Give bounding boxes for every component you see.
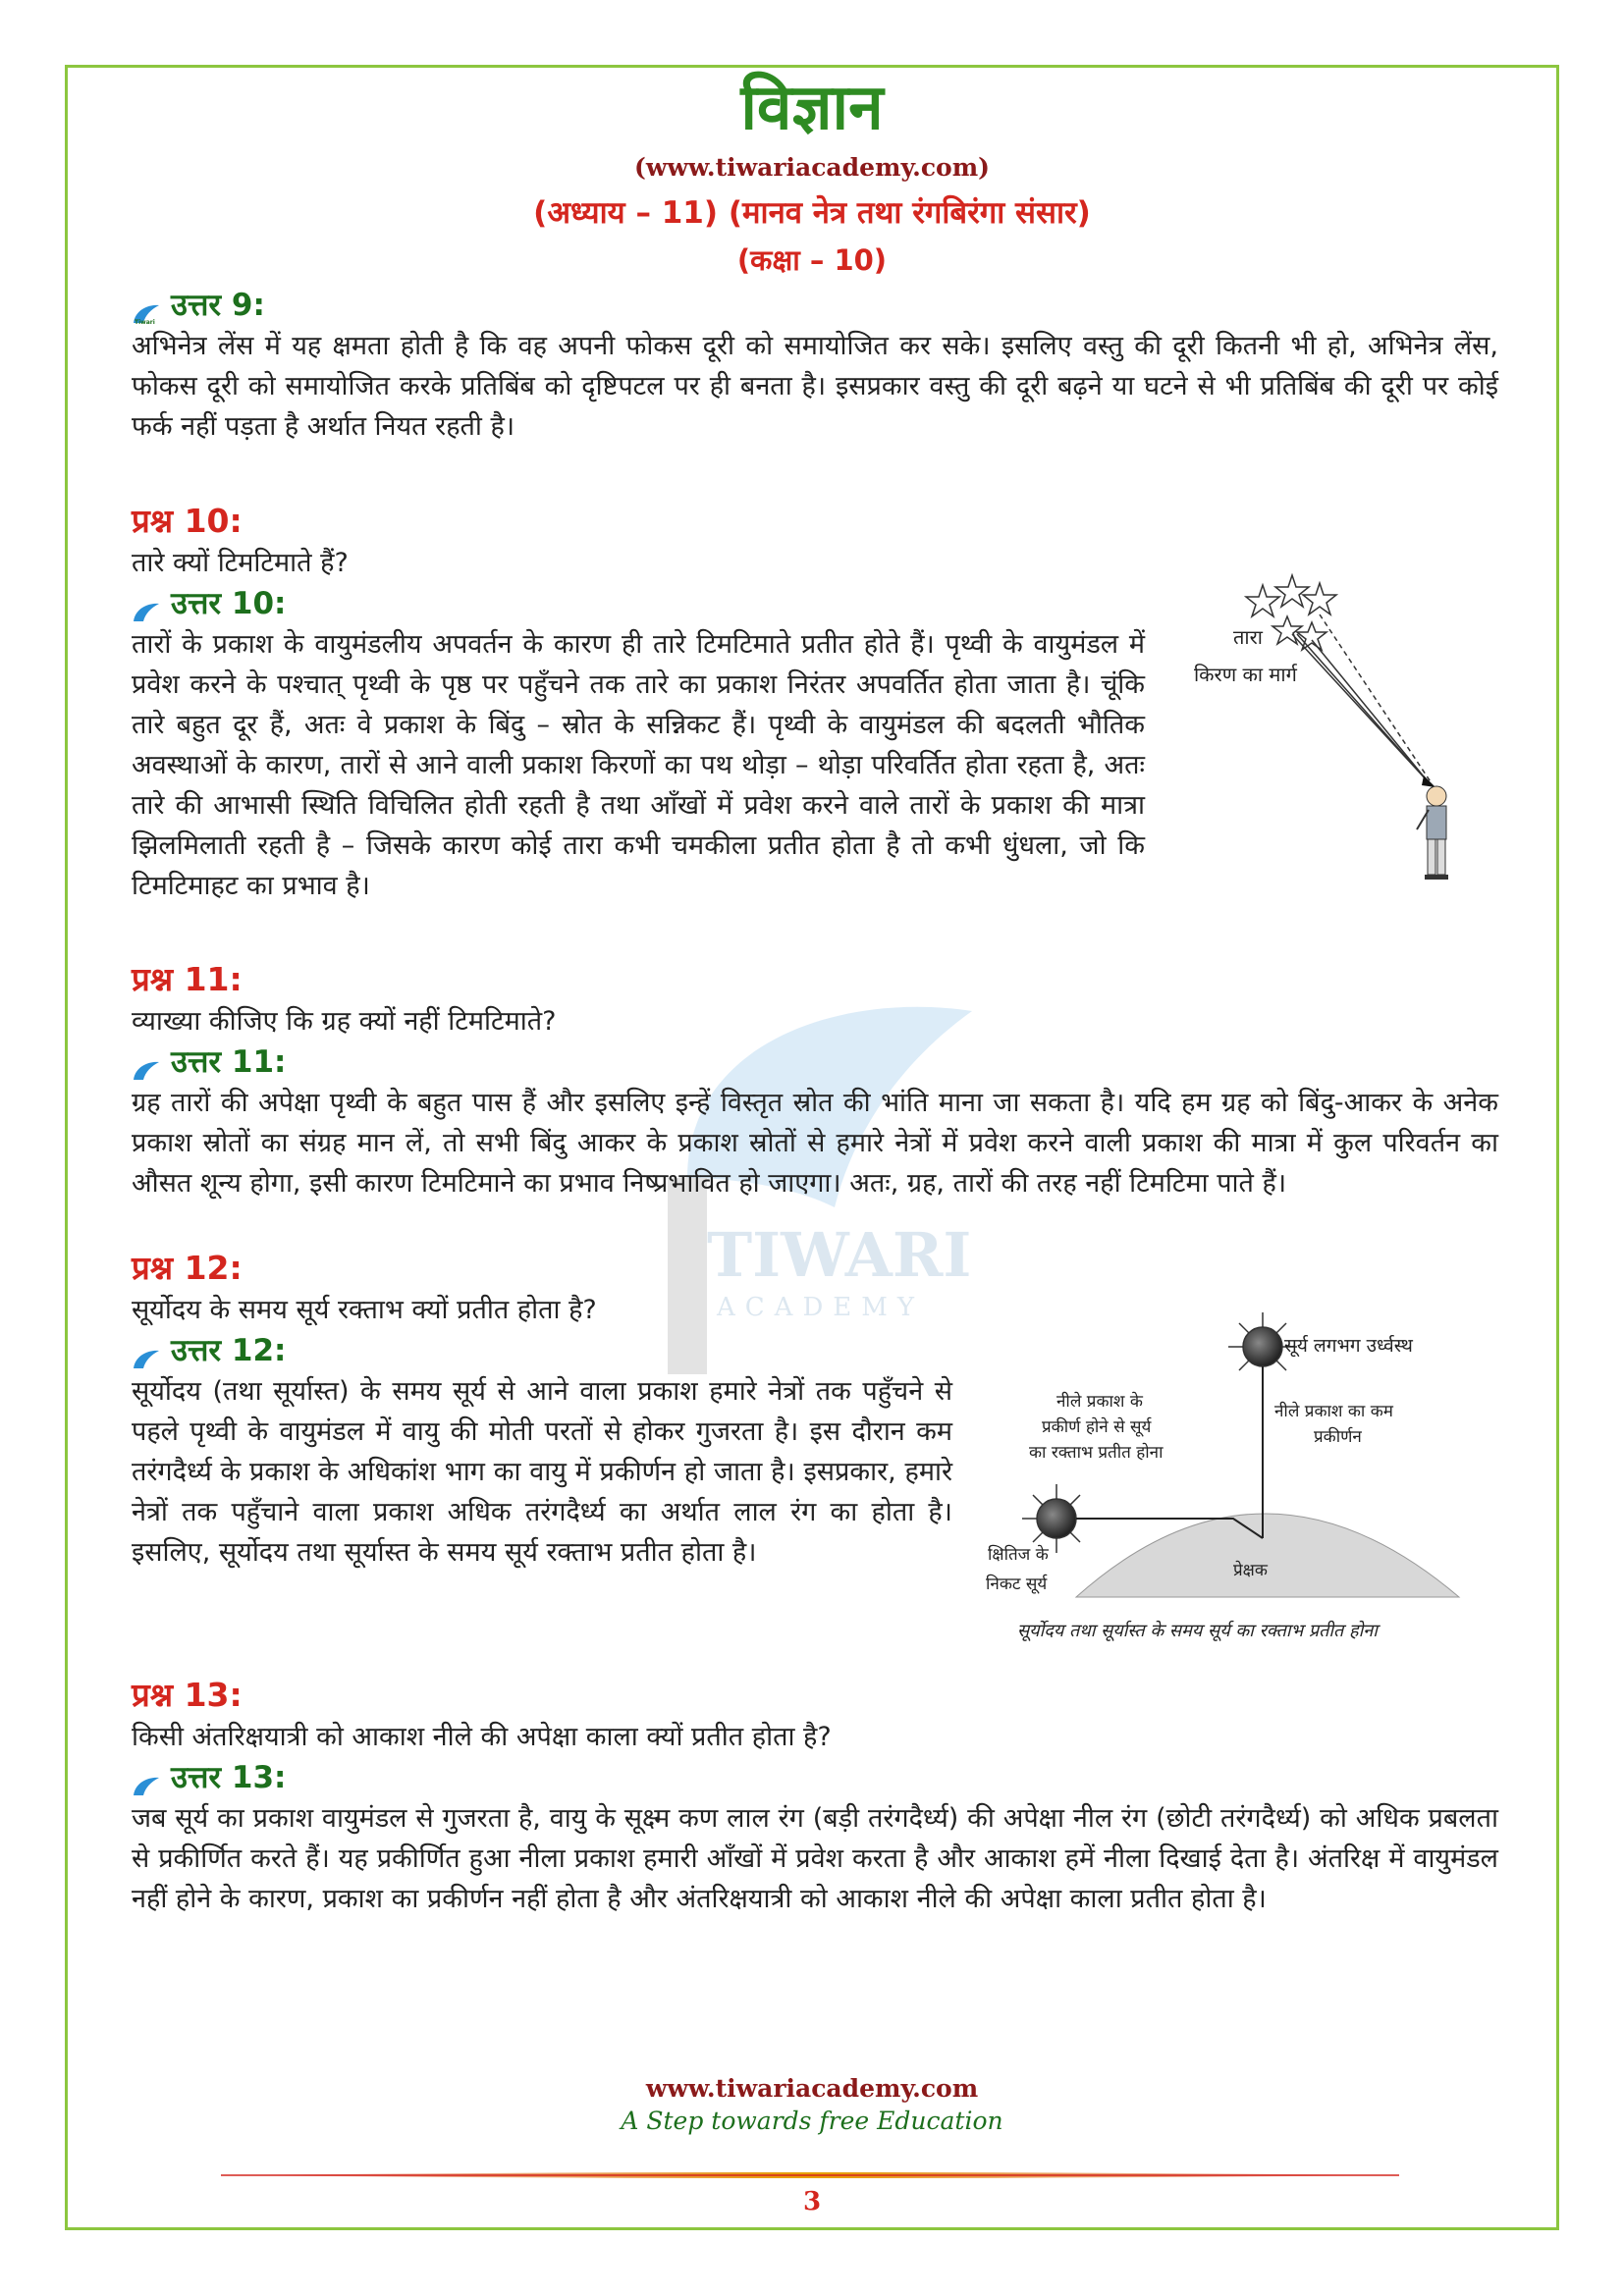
question-11-label: प्रश्न 11: [132, 960, 243, 998]
footer-divider [221, 2171, 1399, 2179]
star-icon [1275, 575, 1309, 607]
tiwari-leaf-icon [132, 294, 161, 325]
question-12-block [132, 1247, 1498, 1646]
left-label-2: प्रकीर्ण होने से सूर्य [1042, 1417, 1152, 1437]
question-10-block [132, 500, 1498, 919]
figure-caption: सूर्योदय तथा सूर्यास्त के समय सूर्य का रक्ताभ प्रतीत होना [1017, 1621, 1378, 1641]
tiwari-leaf-icon [132, 1767, 161, 1789]
question-12-label: प्रश्न 12: [132, 1249, 243, 1287]
sun-overhead-label: सूर्य लगभग उर्ध्वस्थ [1284, 1335, 1413, 1357]
question-10-text: तारे क्यों टिमटिमाते हैं? [132, 548, 349, 578]
page-number: 3 [802, 2187, 822, 2216]
answer-9-label: उत्तर 9: [171, 288, 265, 323]
tiwari-leaf-icon [132, 1340, 161, 1362]
tiwari-leaf-icon [132, 1051, 161, 1073]
answer-12-text: सूर्योदय (तथा सूर्यास्त) के समय सूर्य से आने वाला प्रकाश हमारे नेत्रों तक पहुँचने से पहले पृथ्वी के वायुमंडल में वायु की मोती परतों से होकर गुजरता है। इस दौरान कम तरंगदैर्ध्य के प्रकाश के अधिकांश भाग का वायु में प्रकीर्णन हो जाता है। इसप्रकार, हमारे नेत्रों तक पहुँचाने वाला प्रकाश अधिक तरंगदैर्ध्य का अर्थात लाल रंग का होता है। इसलिए, सूर्योदय तथा सूर्यास्त के समय सूर्य रक्ताभ प्रतीत होता है। [132, 1376, 952, 1568]
tiwari-leaf-icon [132, 593, 161, 614]
left-label-1: नीले प्रकाश के [1056, 1392, 1143, 1412]
watermark-line2: ACADEMY [717, 1293, 925, 1322]
sunrise-sunset-figure [968, 1312, 1498, 1646]
page-title: विज्ञान [740, 72, 884, 144]
answer-10-row [132, 624, 1498, 919]
answer-11-text: ग्रह तारों की अपेक्षा पृथ्वी के बहुत पास हैं और इसलिए इन्हें विस्तृत स्रोत की भांति माना जा सकता है। यदि हम ग्रह को बिंदु-आकर के अनेक प्रकाश स्रोतों का संग्रह मान लें, तो सभी बिंदु आकर के प्रकाश स्रोतों से हमारे नेत्रों में प्रवेश करने वाली प्रकाश की मात्रा में कुल परिवर्तन का औसत शून्य होगा, इसी कारण टिमटिमाने का प्रभाव निष्प्रभावित हो जाएगा। अतः, ग्रह, तारों की तरह नहीं टिमटिमा पाते हैं। [132, 1088, 1498, 1199]
header-website[interactable]: (www.tiwariacademy.com) [633, 153, 990, 182]
watermark-line1: TIWARI [707, 1219, 972, 1291]
svg-text:Tiwari: Tiwari [135, 319, 155, 325]
question-13-text: किसी अंतरिक्षयात्री को आकाश नीले की अपेक्षा काला क्यों प्रतीत होता है? [132, 1722, 832, 1752]
answer-9-label-row [132, 285, 1498, 326]
observer-label: प्रेक्षक [1233, 1561, 1268, 1580]
twinkling-star-figure [1164, 565, 1498, 919]
answer-13-label-row [132, 1757, 1498, 1798]
observer-person [1417, 786, 1448, 880]
question-13-block [132, 1674, 1498, 1919]
main-content [132, 285, 1498, 1958]
star-icon [1246, 585, 1279, 616]
answer-13-text: जब सूर्य का प्रकाश वायुमंडल से गुजरता है, वायु के सूक्ष्म कण लाल रंग (बड़ी तरंगदैर्ध्य) की अपेक्षा नील रंग (छोटी तरंगदैर्ध्य) को अधिक प्रबलता से प्रकीर्णित करते हैं। यह प्रकीर्णित हुआ नीला प्रकाश हमारी आँखों में प्रवेश करता है और आकाश हमें नीला दिखाई देता है। अंतरिक्ष में वायुमंडल नहीं होने के कारण, प्रकाश का प्रकीर्णन नहीं होता है और अंतरिक्षयात्री को आकाश नीले की अपेक्षा काला प्रतीत होता है। [132, 1803, 1498, 1914]
chapter-title: (अध्याय – 11) (मानव नेत्र तथा रंगबिरंगा संसार) [533, 195, 1091, 231]
answer-11-label: उत्तर 11: [171, 1044, 287, 1080]
page-header [0, 72, 1624, 279]
footer-tagline: A Step towards free Education [621, 2107, 1003, 2135]
answer-10-text: तारों के प्रकाश के वायुमंडलीय अपवर्तन के कारण ही तारे टिमटिमाते प्रतीत होते हैं। पृथ्वी के वायुमंडल में प्रवेश करने के पश्चात् पृथ्वी के पृष्ठ पर पहुँचने तक तारे का प्रकाश निरंतर अपवर्तित होता जाता है। चूंकि तारे बहुत दूर हैं, अतः वे प्रकाश के बिंदु – स्रोत के सन्निकट हैं। पृथ्वी के वायुमंडल की बदलती भौतिक अवस्थाओं के कारण, तारों से आने वाली प्रकाश किरणों का पथ थोड़ा – थोड़ा परिवर्तित होता रहता है, अतः तारे की आभासी स्थिति विचिलित होती रहती है तथा आँखों में प्रवेश करने वाले तारों के प्रकाश की मात्रा झिलमिलाती रहती है – जिसके कारण कोई तारा कभी चमकीला प्रतीत होता है तो कभी धुंधला, जो कि टिमटिमाहट का प्रभाव है। [132, 629, 1145, 901]
right-label-2: प्रकीर्णन [1314, 1427, 1362, 1447]
horizon-label-1: क्षितिज के [988, 1545, 1049, 1565]
answer-9-text: अभिनेत्र लेंस में यह क्षमता होती है कि वह अपनी फोकस दूरी को समायोजित कर सके। इसलिए वस्तु की दूरी कितनी भी हो, अभिनेत्र लेंस, फोकस दूरी को समायोजित करके प्रतिबिंब को दृष्टिपटल पर ही बनता है। इसप्रकार वस्तु की दूरी बढ़ने या घटने से भी प्रतिबिंब की दूरी पर कोई फर्क नहीं पड़ता है अर्थात नियत रहती है। [132, 331, 1498, 442]
question-10-label: प्रश्न 10: [132, 502, 243, 540]
page-footer [0, 2074, 1624, 2135]
class-label: (कक्षा – 10) [736, 243, 888, 277]
question-11-text: व्याख्या कीजिए कि ग्रह क्यों नहीं टिमटिमाते? [132, 1006, 557, 1037]
answer-11-label-row [132, 1041, 1498, 1083]
left-label-3: का रक्ताभ प्रतीत होना [1029, 1443, 1164, 1463]
star-label: तारा [1233, 625, 1263, 649]
answer-12-label: उत्तर 12: [171, 1333, 287, 1368]
question-13-label: प्रश्न 13: [132, 1676, 243, 1714]
right-label-1: नीले प्रकाश का कम [1274, 1402, 1393, 1421]
horizon-label-2: निकट सूर्य [986, 1575, 1048, 1594]
answer-13-label: उत्तर 13: [171, 1760, 287, 1795]
answer-10-label: उत्तर 10: [171, 586, 287, 621]
footer-website[interactable]: www.tiwariacademy.com [645, 2074, 979, 2103]
question-11-block [132, 958, 1498, 1203]
question-12-text: सूर्योदय के समय सूर्य रक्ताभ क्यों प्रतीत होता है? [132, 1295, 597, 1325]
answer-9-block [132, 285, 1498, 447]
ray-path-label: किरण का मार्ग [1194, 663, 1297, 686]
